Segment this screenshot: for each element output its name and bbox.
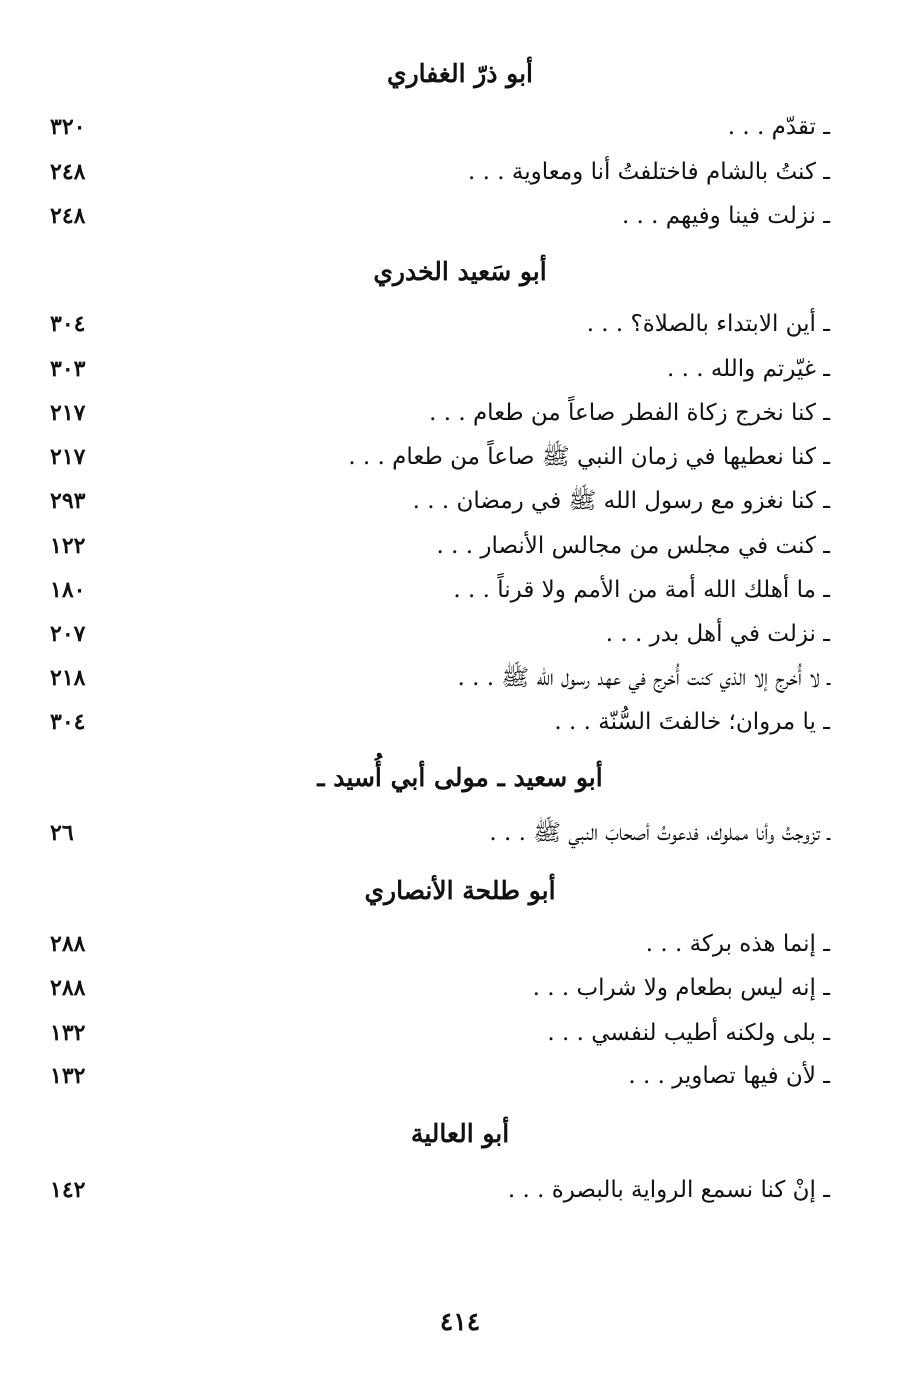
entry-text: ـ نزلت فينا وفيهم . . . <box>621 203 830 229</box>
section-heading: أبو طلحة الأنصاري <box>364 876 556 905</box>
entry-page-number: ٢٤٨ <box>50 203 86 229</box>
entry-page-number: ٢١٨ <box>50 665 86 691</box>
entry-page-number: ٣٠٤ <box>50 709 86 735</box>
entry-text: ـ بلى ولكنه أطيب لنفسي . . . <box>547 1020 830 1046</box>
entry-text: ـ أين الابتداء بالصلاة؟ . . . <box>586 311 830 337</box>
index-entry <box>40 816 830 850</box>
index-entry <box>40 155 830 189</box>
entry-page-number: ١٤٢ <box>50 1177 86 1203</box>
section-heading: أبو ذرّ الغفاري <box>387 59 533 88</box>
entry-page-number: ١٣٢ <box>50 1020 86 1046</box>
index-entry <box>40 661 830 695</box>
index-entry <box>40 1173 830 1207</box>
index-entry <box>40 199 830 233</box>
entry-page-number: ٣٠٣ <box>50 356 86 382</box>
index-entry <box>40 529 830 563</box>
entry-text: ـ كنا نعطيها في زمان النبي ﷺ صاعاً من طعام . . . <box>348 444 830 470</box>
entry-page-number: ٣٢٠ <box>50 114 86 140</box>
section-heading: أبو سَعيد الخدري <box>373 257 547 286</box>
entry-text: ـ لا أُخرج إلا الذي كنت أُخرج في عهد رسول الله ﷺ . . . <box>457 665 830 691</box>
entry-text: ـ إنه ليس بطعام ولا شراب . . . <box>532 975 830 1001</box>
index-entry <box>40 617 830 651</box>
entry-text: ـ لأن فيها تصاوير . . . <box>628 1063 830 1089</box>
index-entry <box>40 396 830 430</box>
index-entry <box>40 573 830 607</box>
entry-text: ـ نزلت في أهل بدر . . . <box>605 621 830 647</box>
entry-page-number: ٢٤٨ <box>50 159 86 185</box>
entry-page-number: ٢٦ <box>50 820 74 846</box>
entry-text: ـ غيّرتم والله . . . <box>666 356 830 382</box>
index-entry <box>40 440 830 474</box>
entry-text: ـ يا مروان؛ خالفتَ السُّنّة . . . <box>554 709 830 735</box>
section-heading: أبو العالية <box>410 1119 510 1148</box>
index-entry <box>40 1059 830 1093</box>
entry-page-number: ٢١٧ <box>50 400 86 426</box>
entry-page-number: ١٨٠ <box>50 577 86 603</box>
entry-text: ـ كنا نغزو مع رسول الله ﷺ في رمضان . . . <box>412 488 830 514</box>
entry-page-number: ١٢٢ <box>50 533 86 559</box>
index-entry <box>40 484 830 518</box>
entry-text: ـ ما أهلك الله أمة من الأمم ولا قرناً . . . <box>453 577 830 603</box>
index-entry <box>40 352 830 386</box>
entry-page-number: ٢٩٣ <box>50 488 86 514</box>
index-entry <box>40 1016 830 1050</box>
index-entry <box>40 971 830 1005</box>
index-entry <box>40 705 830 739</box>
entry-page-number: ٣٠٤ <box>50 311 86 337</box>
entry-page-number: ٢١٧ <box>50 444 86 470</box>
entry-page-number: ٢٨٨ <box>50 931 86 957</box>
entry-text: ـ تقدّم . . . <box>727 114 830 140</box>
index-entry <box>40 307 830 341</box>
index-entry <box>40 927 830 961</box>
entry-page-number: ٢٠٧ <box>50 621 86 647</box>
entry-text: ـ كنا نخرج زكاة الفطر صاعاً من طعام . . . <box>429 400 830 426</box>
entry-text: ـ إنما هذه بركة . . . <box>645 931 830 957</box>
index-entry <box>40 110 830 144</box>
entry-page-number: ٢٨٨ <box>50 975 86 1001</box>
entry-text: ـ كنتُ بالشام فاختلفتُ أنا ومعاوية . . . <box>468 159 830 185</box>
entry-text: ـ تزوجتُ وأنا مملوك، فدعوتُ أصحابَ النبي ﷺ . . . <box>489 820 830 846</box>
entry-text: ـ كنت في مجلس من مجالس الأنصار . . . <box>436 533 830 559</box>
entry-text: ـ إنْ كنا نسمع الرواية بالبصرة . . . <box>507 1177 830 1203</box>
section-heading: أبو سعيد ـ مولى أبي أُسيد ـ <box>317 763 603 792</box>
entry-page-number: ١٣٢ <box>50 1063 86 1089</box>
page-number: ٤١٤ <box>439 1307 481 1336</box>
